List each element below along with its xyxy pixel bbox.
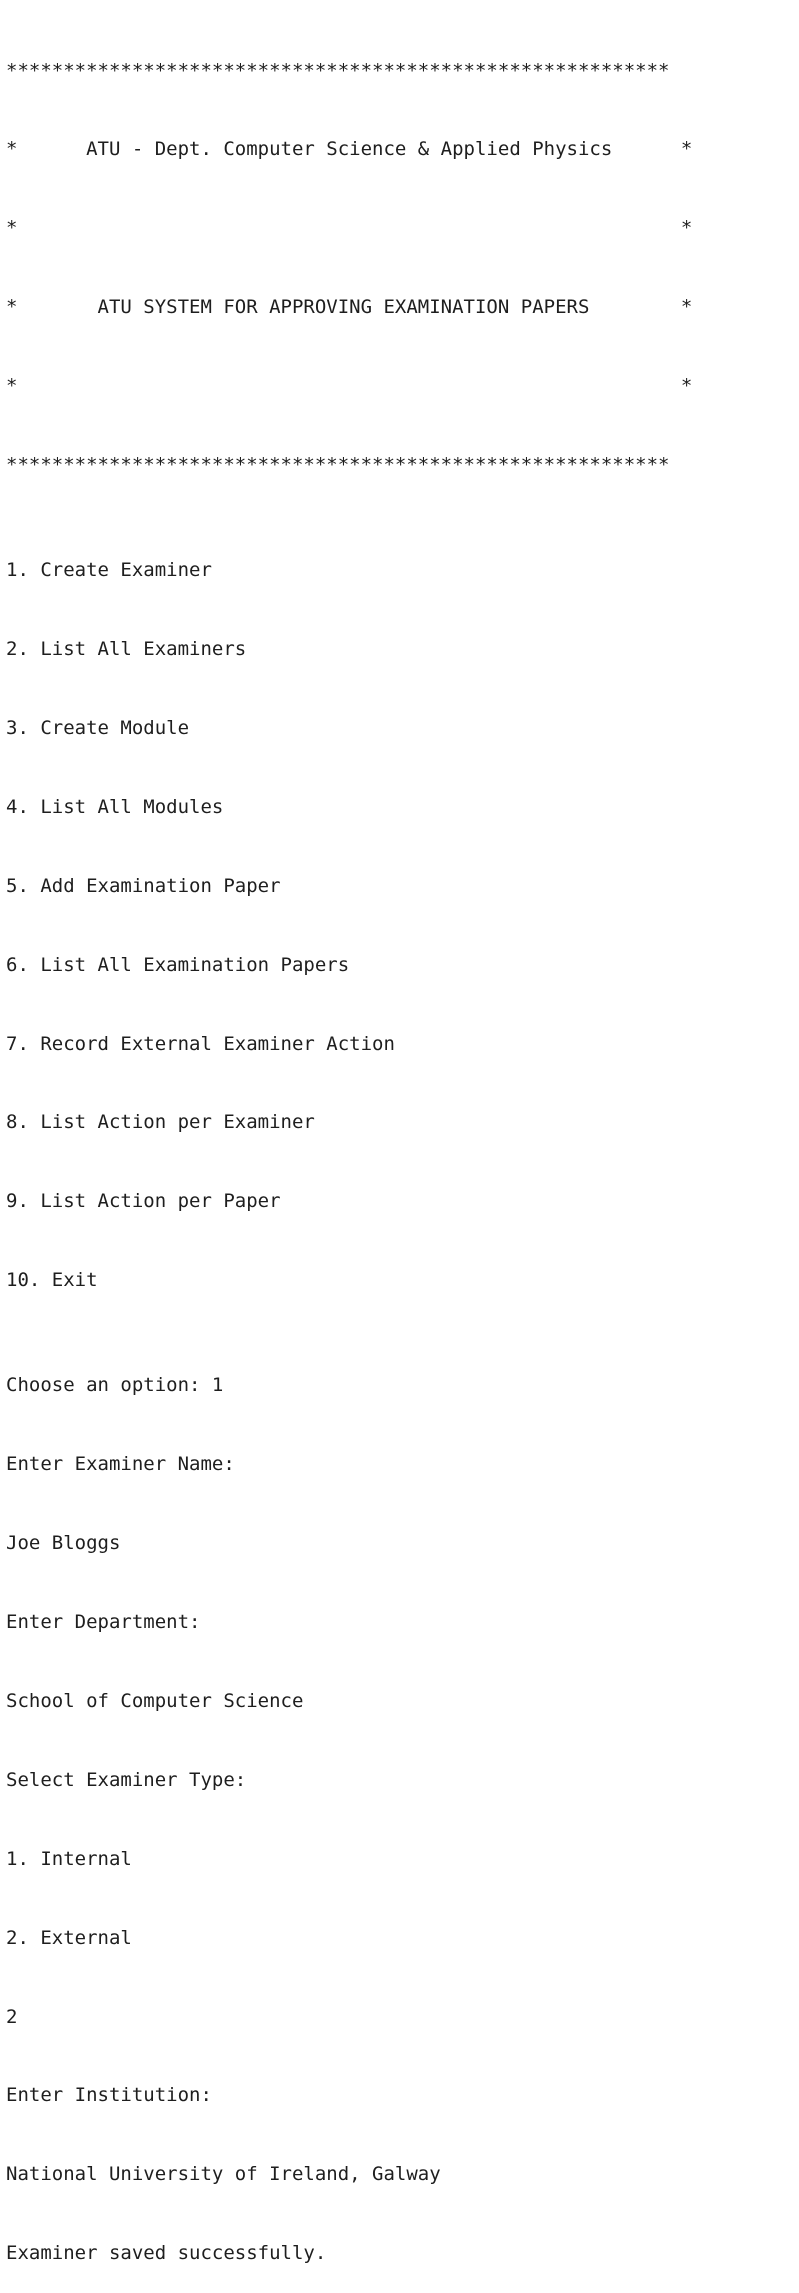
- menu-item-action-per-examiner: 8. List Action per Examiner: [6, 1111, 315, 1134]
- menu-item-list-examiners: 2. List All Examiners: [6, 638, 247, 661]
- banner-spacer: * *: [6, 375, 693, 398]
- input-department: School of Computer Science: [6, 1690, 304, 1712]
- menu-item-record-action: 7. Record External Examiner Action: [6, 1032, 395, 1055]
- option-internal: 1. Internal: [6, 1847, 132, 1870]
- input-examiner-type: 2: [6, 2005, 18, 2028]
- menu-item-list-papers: 6. List All Examination Papers: [6, 953, 350, 976]
- console-output: [6, 5, 796, 2293]
- prompt-examiner-type: Select Examiner Type:: [6, 1768, 247, 1791]
- menu-item-list-modules: 4. List All Modules: [6, 795, 224, 818]
- menu-item-exit: 10. Exit: [6, 1269, 98, 1292]
- menu-item-create-examiner: 1. Create Examiner: [6, 559, 212, 582]
- menu-item-action-per-paper: 9. List Action per Paper: [6, 1190, 281, 1213]
- prompt-choose-option: Choose an option: 1: [6, 1374, 224, 1397]
- option-external: 2. External: [6, 1926, 132, 1949]
- banner-border-bottom: **********************************************************: [6, 454, 670, 477]
- prompt-department: Enter Department:: [6, 1611, 201, 1634]
- status-saved-message: Examiner saved successfully.: [6, 2242, 327, 2265]
- prompt-examiner-name: Enter Examiner Name:: [6, 1453, 235, 1476]
- menu-item-create-module: 3. Create Module: [6, 717, 190, 740]
- input-examiner-name: Joe Bloggs: [6, 1532, 121, 1555]
- input-institution: National University of Ireland, Galway: [6, 2163, 441, 2186]
- menu-item-add-paper: 5. Add Examination Paper: [6, 874, 281, 897]
- prompt-institution: Enter Institution:: [6, 2084, 212, 2107]
- banner-spacer: * *: [6, 217, 693, 240]
- banner-department: * ATU - Dept. Computer Science & Applied Physics *: [6, 138, 693, 161]
- banner-system-title: * ATU SYSTEM FOR APPROVING EXAMINATION PAPERS *: [6, 296, 693, 319]
- banner-border-top: **********************************************************: [6, 59, 670, 82]
